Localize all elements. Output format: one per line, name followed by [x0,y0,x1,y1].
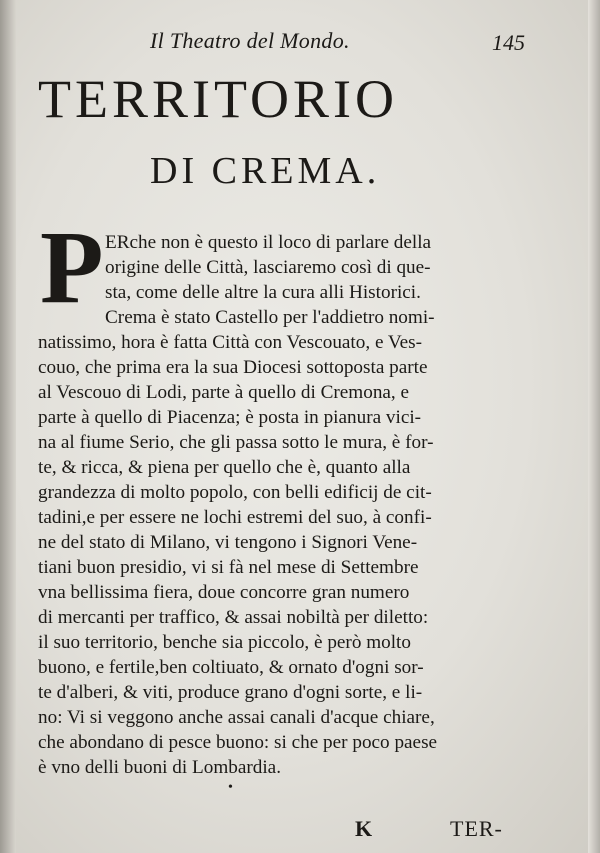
title-line-1: TERRITORIO [38,69,398,129]
ornament-dot: • [228,780,233,795]
body-line: te, & ricca, & piena per quello che è, quanto alla [38,457,411,478]
signature-mark: K [355,816,373,841]
body-line: buono, e fertile,ben coltiuato, & ornato d'ogni sor- [38,657,424,678]
body-line: couo, che prima era la sua Diocesi sottoposta parte [38,357,428,378]
body-line: no: Vi si veggono anche assai canali d'acque chiare, [38,707,435,728]
running-head: Il Theatro del Mondo. [150,28,350,53]
body-line: ERche non è questo il loco di parlare della [105,232,432,253]
body-line: natissimo, hora è fatta Città con Vescouato, e Ves- [38,332,423,353]
body-line: che abondano di pesce buono: si che per poco paese [38,732,438,753]
body-line: il suo territorio, benche sia piccolo, è però molto [38,632,411,653]
body-line: origine delle Città, lasciaremo così di que- [105,257,431,278]
drop-cap: P [40,210,104,325]
page-edge-left [0,0,16,853]
body-line: vna bellissima fiera, doue concorre gran numero [38,582,410,603]
body-line: na al fiume Serio, che gli passa sotto le mura, è for- [38,432,434,453]
body-line: sta, come delle altre la cura alli Historici. [105,282,421,303]
body-line: tiani buon presidio, vi si fà nel mese di Settembre [38,557,419,578]
page-number: 145 [492,30,525,55]
body-line: grandezza di molto popolo, con belli edificij de cit- [38,482,432,503]
title-line-2: DI CREMA. [150,150,381,192]
body-line: parte à quello di Piacenza; è posta in pianura vici- [38,407,422,428]
body-line: Crema è stato Castello per l'addietro nomi- [105,307,435,328]
body-line: tadini,e per essere ne lochi estremi del suo, à confi- [38,507,432,528]
body-line: al Vescouo di Lodi, parte à quello di Cremona, e [38,382,410,403]
catchword: TER- [450,816,503,841]
body-line: di mercanti per traffico, & assai nobiltà per diletto: [38,607,429,628]
page-edge-right [588,0,600,853]
body-line: te d'alberi, & viti, produce grano d'ogni sorte, e li- [38,682,423,703]
body-line: è vno delli buoni di Lombardia. [38,757,281,778]
body-line: ne del stato di Milano, vi tengono i Signori Vene- [38,532,418,553]
